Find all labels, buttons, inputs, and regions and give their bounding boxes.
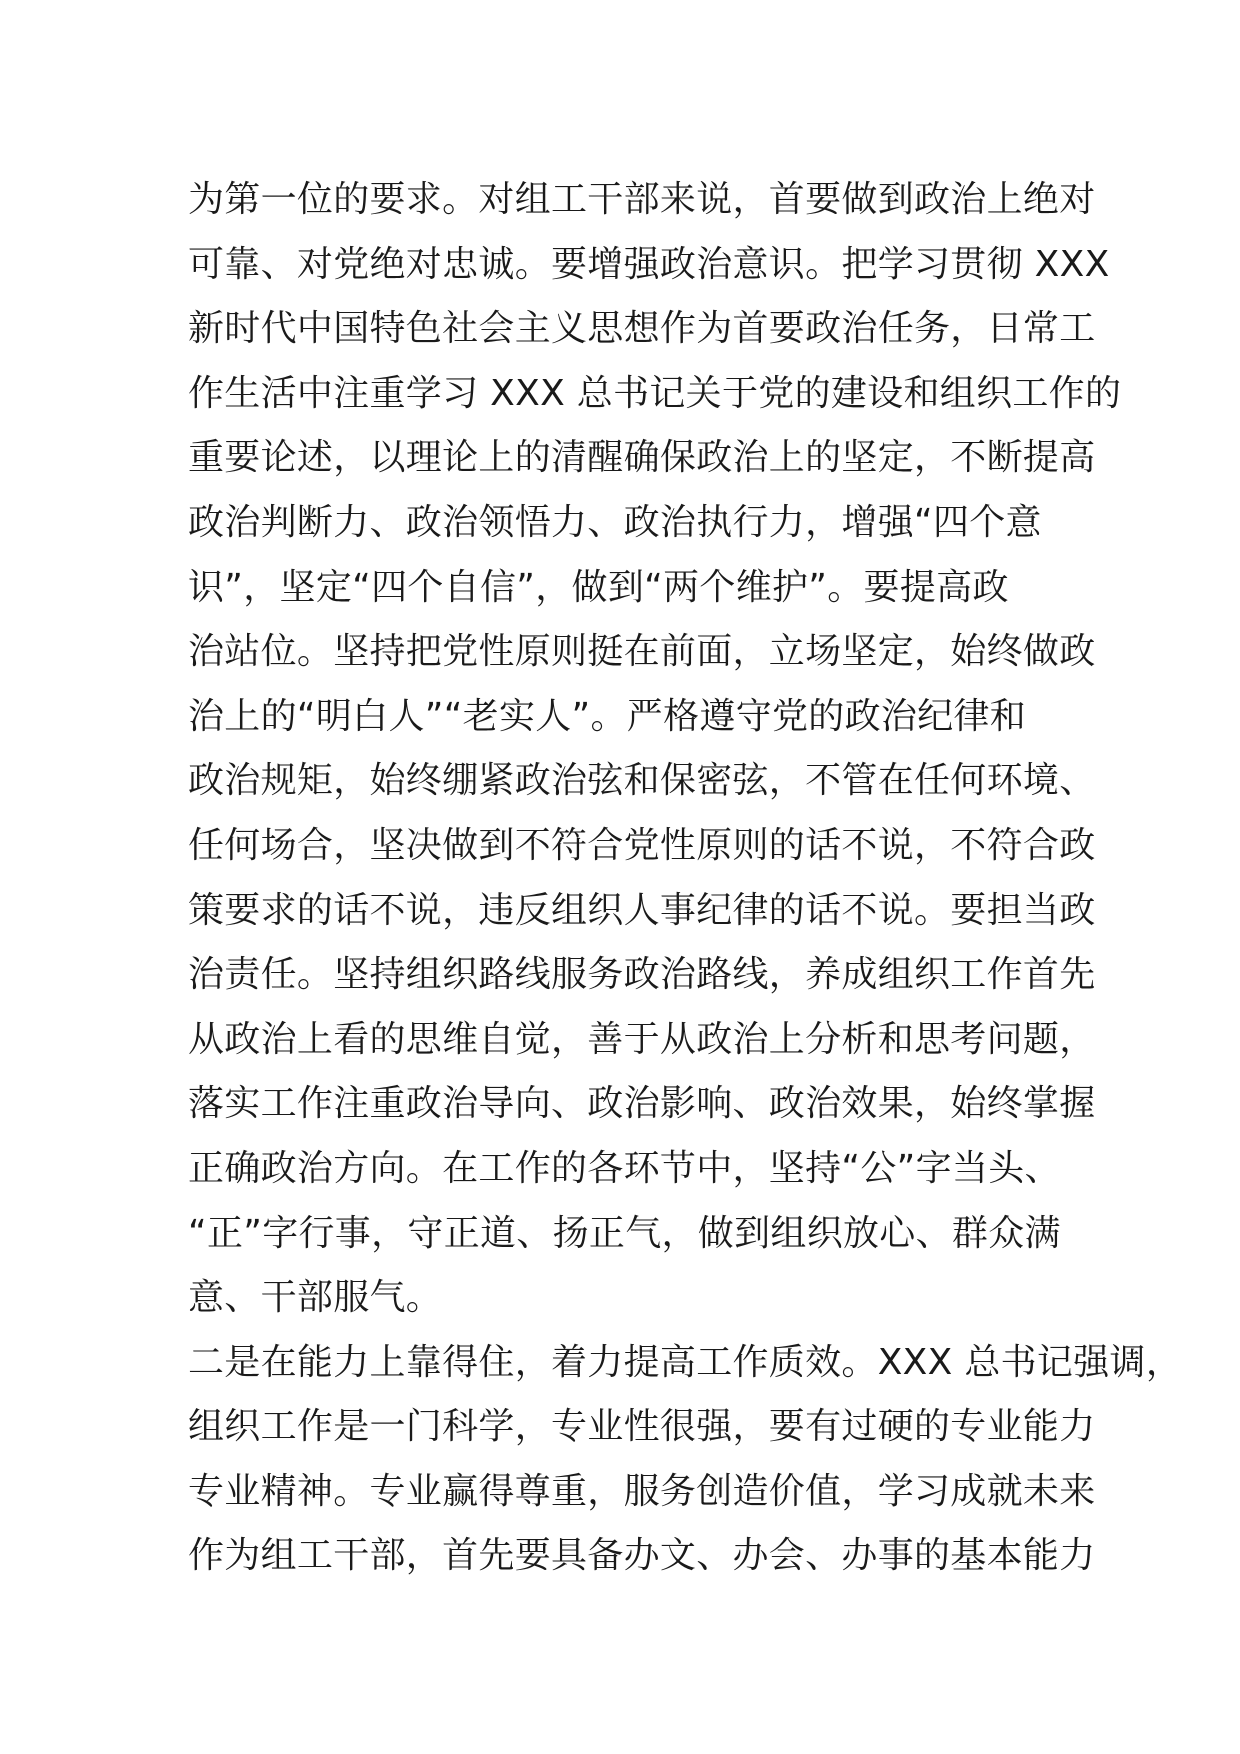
text-line: 作生活中注重学习 XXX 总书记关于党的建设和组织工作的 xyxy=(188,372,1122,414)
text-line: 新时代中国特色社会主义思想作为首要政治任务，日常工 xyxy=(188,308,1096,350)
text-line: 可靠、对党绝对忠诚。要增强政治意识。把学习贯彻 XXX xyxy=(188,243,1110,285)
text-line: 落实工作注重政治导向、政治影响、政治效果，始终掌握 xyxy=(188,1083,1096,1125)
text-line: 组织工作是一门科学，专业性很强，要有过硬的专业能力 xyxy=(188,1406,1096,1448)
text-line: 意、干部服气。 xyxy=(188,1277,443,1319)
text-line: 策要求的话不说，违反组织人事纪律的话不说。要担当政 xyxy=(188,889,1096,931)
text-line: 为第一位的要求。对组工干部来说，首要做到政治上绝对 xyxy=(188,179,1096,220)
text-line: 专业精神。专业赢得尊重，服务创造价值，学习成就未来 xyxy=(188,1470,1096,1512)
text-line: 正确政治方向。在工作的各环节中，坚持“公”字当头、 xyxy=(188,1147,1061,1189)
text-line: 重要论述，以理论上的清醒确保政治上的坚定，不断提高 xyxy=(188,437,1096,479)
paragraph-start-line: 二是在能力上靠得住，着力提高工作质效。XXX 总书记强调， xyxy=(188,1341,1183,1383)
text-line: 从政治上看的思维自觉，善于从政治上分析和思考问题， xyxy=(188,1018,1096,1060)
text-line: 政治规矩，始终绷紧政治弦和保密弦，不管在任何环境、 xyxy=(188,760,1096,802)
text-line: 政治判断力、政治领悟力、政治执行力，增强“四个意 xyxy=(188,501,1042,543)
body-text xyxy=(188,168,1183,1589)
text-line: 治上的“明白人”“老实人”。严格遵守党的政治纪律和 xyxy=(188,695,1027,737)
text-line: 治站位。坚持把党性原则挺在前面，立场坚定，始终做政 xyxy=(188,631,1096,673)
text-line: 任何场合，坚决做到不符合党性原则的话不说，不符合政 xyxy=(188,824,1096,866)
text-line: “正”字行事，守正道、扬正气，做到组织放心、群众满 xyxy=(188,1212,1061,1254)
text-line: 识”，坚定“四个自信”，做到“两个维护”。要提高政 xyxy=(188,566,1009,608)
text-line: 作为组工干部，首先要具备办文、办会、办事的基本能力 xyxy=(188,1535,1096,1577)
text-line: 治责任。坚持组织路线服务政治路线，养成组织工作首先 xyxy=(188,954,1096,996)
